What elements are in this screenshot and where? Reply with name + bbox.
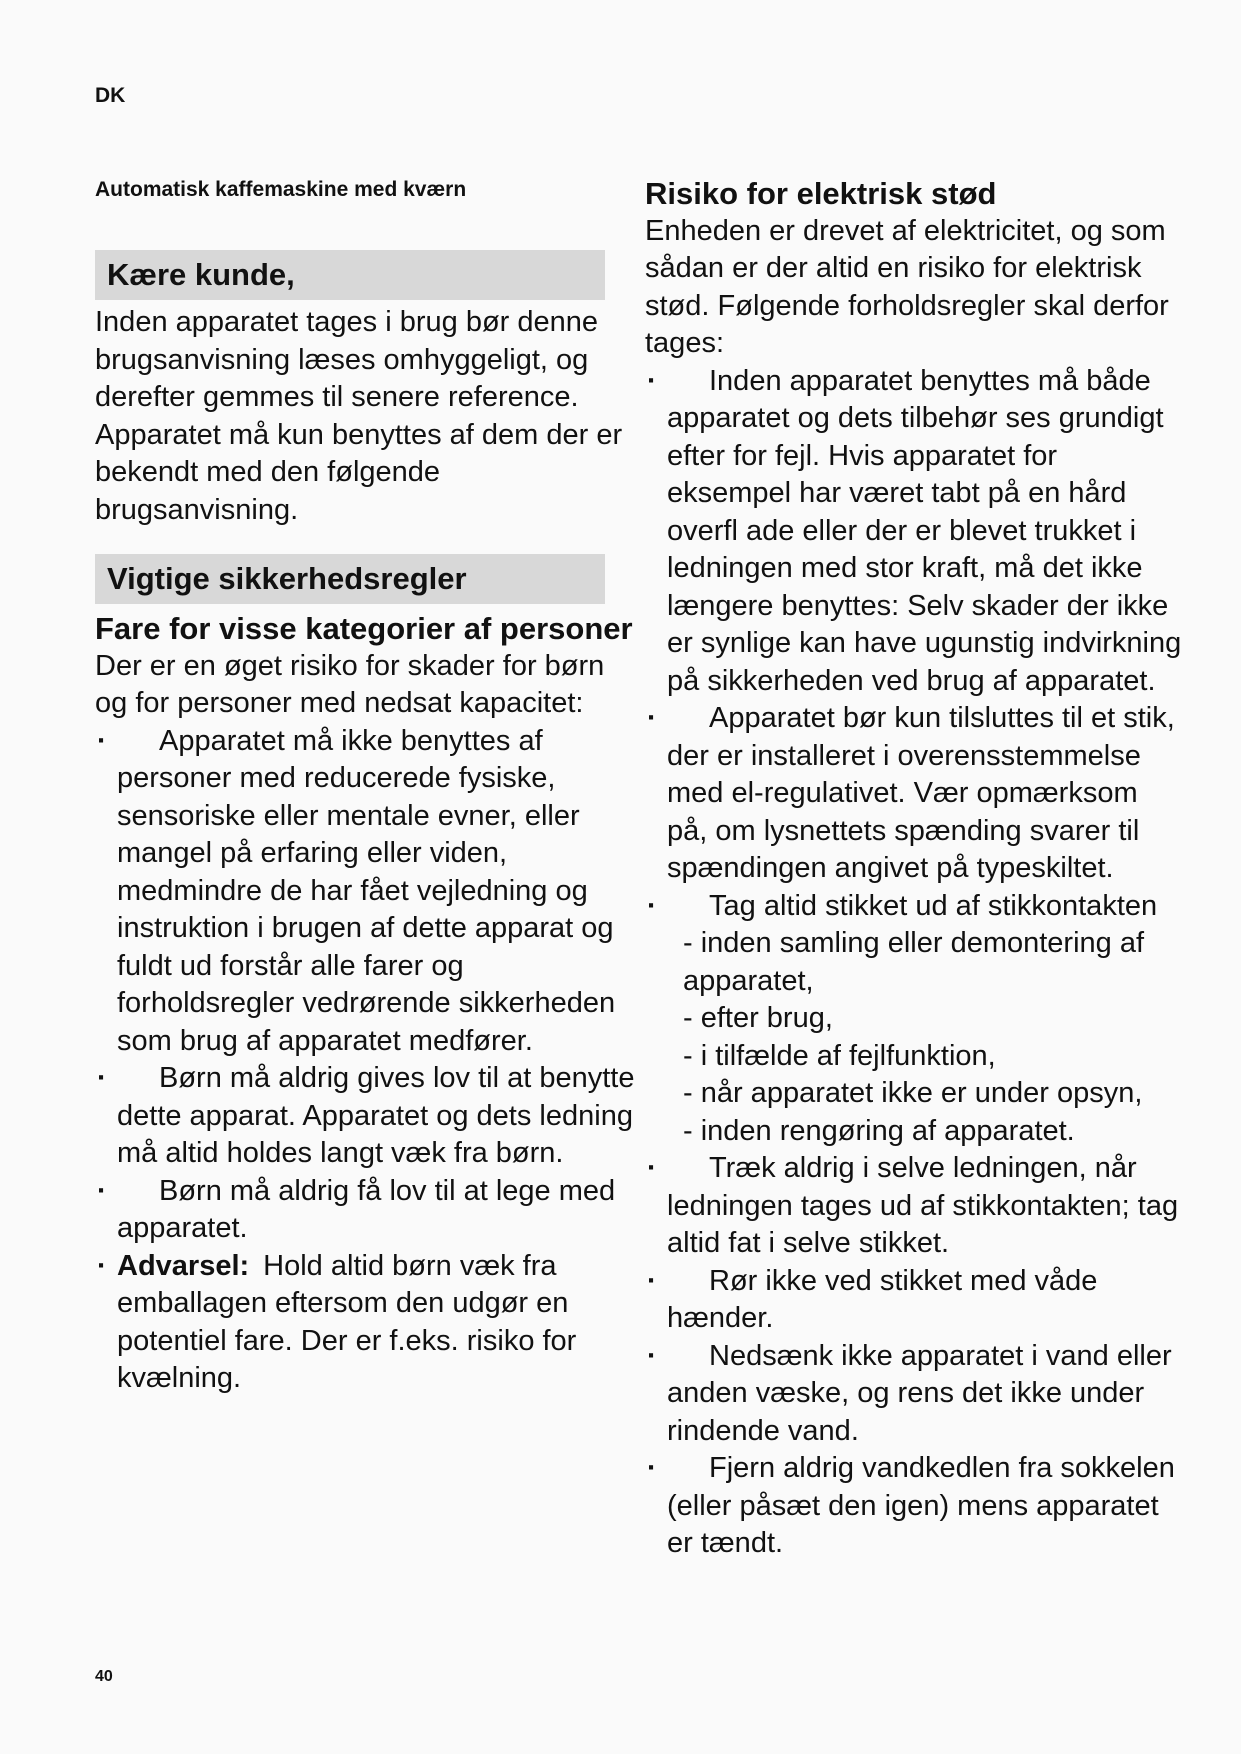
persons-risk-heading: Fare for visse kategorier af personer bbox=[95, 611, 633, 646]
bullet-icon: · bbox=[647, 364, 657, 397]
electric-shock-heading: Risiko for elektrisk stød bbox=[645, 176, 997, 211]
warning-label: Advarsel: bbox=[117, 1249, 250, 1282]
electric-shock-list bbox=[645, 363, 1185, 1563]
language-code: DK bbox=[95, 84, 126, 107]
list-item: · Inden apparatet benyttes må både apparatet og dets tilbehør ses grundigt efter for fejl. Hvis apparatet for eksempel har været tabt på en hård overfl ade eller der er blevet trukket i ledningen med stor kraft, må det ikke længere benyttes: Selv skader der ikke er synlige kan have ugunstig indvirkning på sikkerheden ved brug af apparatet. bbox=[647, 364, 1182, 697]
unplug-conditions-list bbox=[667, 925, 1185, 1150]
persons-risk-lead: Der er en øget risiko for skader for børn og for personer med nedsat kapacitet: bbox=[95, 649, 605, 719]
list-item: · Fjern aldrig vandkedlen fra sokkelen (eller påsæt den igen) mens apparatet er tændt. bbox=[647, 1452, 1175, 1559]
bullet-icon: · bbox=[647, 702, 657, 734]
bullet-icon: · bbox=[97, 1062, 107, 1094]
intro-paragraph: Inden apparatet tages i brug bør denne brugsanvisning læses omhyggeligt, og derefter gemmes til senere reference. Apparatet må kun benyttes af dem der er bekendt med den følgende brugsanvisning. bbox=[95, 306, 623, 526]
persons-risk-list bbox=[95, 723, 640, 1398]
bullet-icon: · bbox=[647, 1152, 657, 1184]
list-item: - inden samling eller demontering af apparatet, bbox=[683, 927, 1145, 997]
bullet-icon: · bbox=[647, 1339, 657, 1372]
list-item: - når apparatet ikke er under opsyn, bbox=[683, 1077, 1143, 1109]
list-item: · Børn må aldrig gives lov til at benytte dette apparat. Apparatet og dets ledning må altid holdes langt væk fra børn. bbox=[97, 1062, 635, 1169]
bullet-icon: · bbox=[647, 889, 657, 922]
bullet-icon: · bbox=[97, 1249, 107, 1282]
list-item: · Nedsænk ikke apparatet i vand eller anden væske, og rens det ikke under rindende vand. bbox=[647, 1339, 1172, 1447]
list-item: · Apparatet bør kun tilsluttes til et stik, der er installeret i overensstemmelse med el-regulativet. Vær opmærksom på, om lysnettets spænding svarer til spændingen angivet på typeskiltet. bbox=[647, 702, 1175, 884]
list-item: - inden rengøring af apparatet. bbox=[683, 1114, 1075, 1147]
warning-item bbox=[95, 1248, 640, 1398]
electric-shock-lead: Enheden er drevet af elektricitet, og som sådan er der altid en risiko for elektrisk stød. Følgende forholdsregler skal derfor tages: bbox=[645, 214, 1169, 359]
section-bar-greeting: Kære kunde, bbox=[95, 250, 605, 300]
list-item: - efter brug, bbox=[683, 1002, 833, 1034]
list-item: · Tag altid stikket ud af stikkontakten - inden samling eller demontering af apparatet, - efter brug, - i tilfælde af fejlfunktion, - når apparatet ikke er under opsyn, - inden rengøring af apparatet. bbox=[645, 888, 1185, 1151]
page-number: 40 bbox=[95, 1668, 113, 1685]
bullet-icon: · bbox=[97, 724, 107, 757]
list-item: · Rør ikke ved stikket med våde hænder. bbox=[647, 1264, 1098, 1334]
list-item: · Apparatet må ikke benyttes af personer med reducerede fysiske, sensoriske eller mentale evner, eller mangel på erfaring eller viden, medmindre de har fået vejledning og instruktion i brugen af dette apparat og fuldt ud forstår alle farer og forholdsregler vedrørende sikkerheden som brug af apparatet medfører. bbox=[97, 724, 616, 1057]
bullet-icon: · bbox=[647, 1452, 657, 1484]
warning-text: Hold altid børn væk fra emballagen eftersom den udgør en potentiel fare. Der er f.eks. risiko for kvælning. bbox=[117, 1249, 577, 1394]
list-item: - i tilfælde af fejlfunktion, bbox=[683, 1039, 996, 1072]
bullet-icon: · bbox=[97, 1174, 107, 1207]
product-title: Automatisk kaffemaskine med kværn bbox=[95, 178, 467, 201]
left-column bbox=[95, 250, 640, 1398]
list-item: · Træk aldrig i selve ledningen, når ledningen tages ud af stikkontakten; tag altid fat i selve stikket. bbox=[647, 1152, 1179, 1259]
list-item: · Børn må aldrig få lov til at lege med apparatet. bbox=[97, 1174, 616, 1244]
bullet-icon: · bbox=[647, 1264, 657, 1297]
right-column bbox=[645, 175, 1185, 1563]
section-bar-safety: Vigtige sikkerhedsregler bbox=[95, 554, 605, 604]
